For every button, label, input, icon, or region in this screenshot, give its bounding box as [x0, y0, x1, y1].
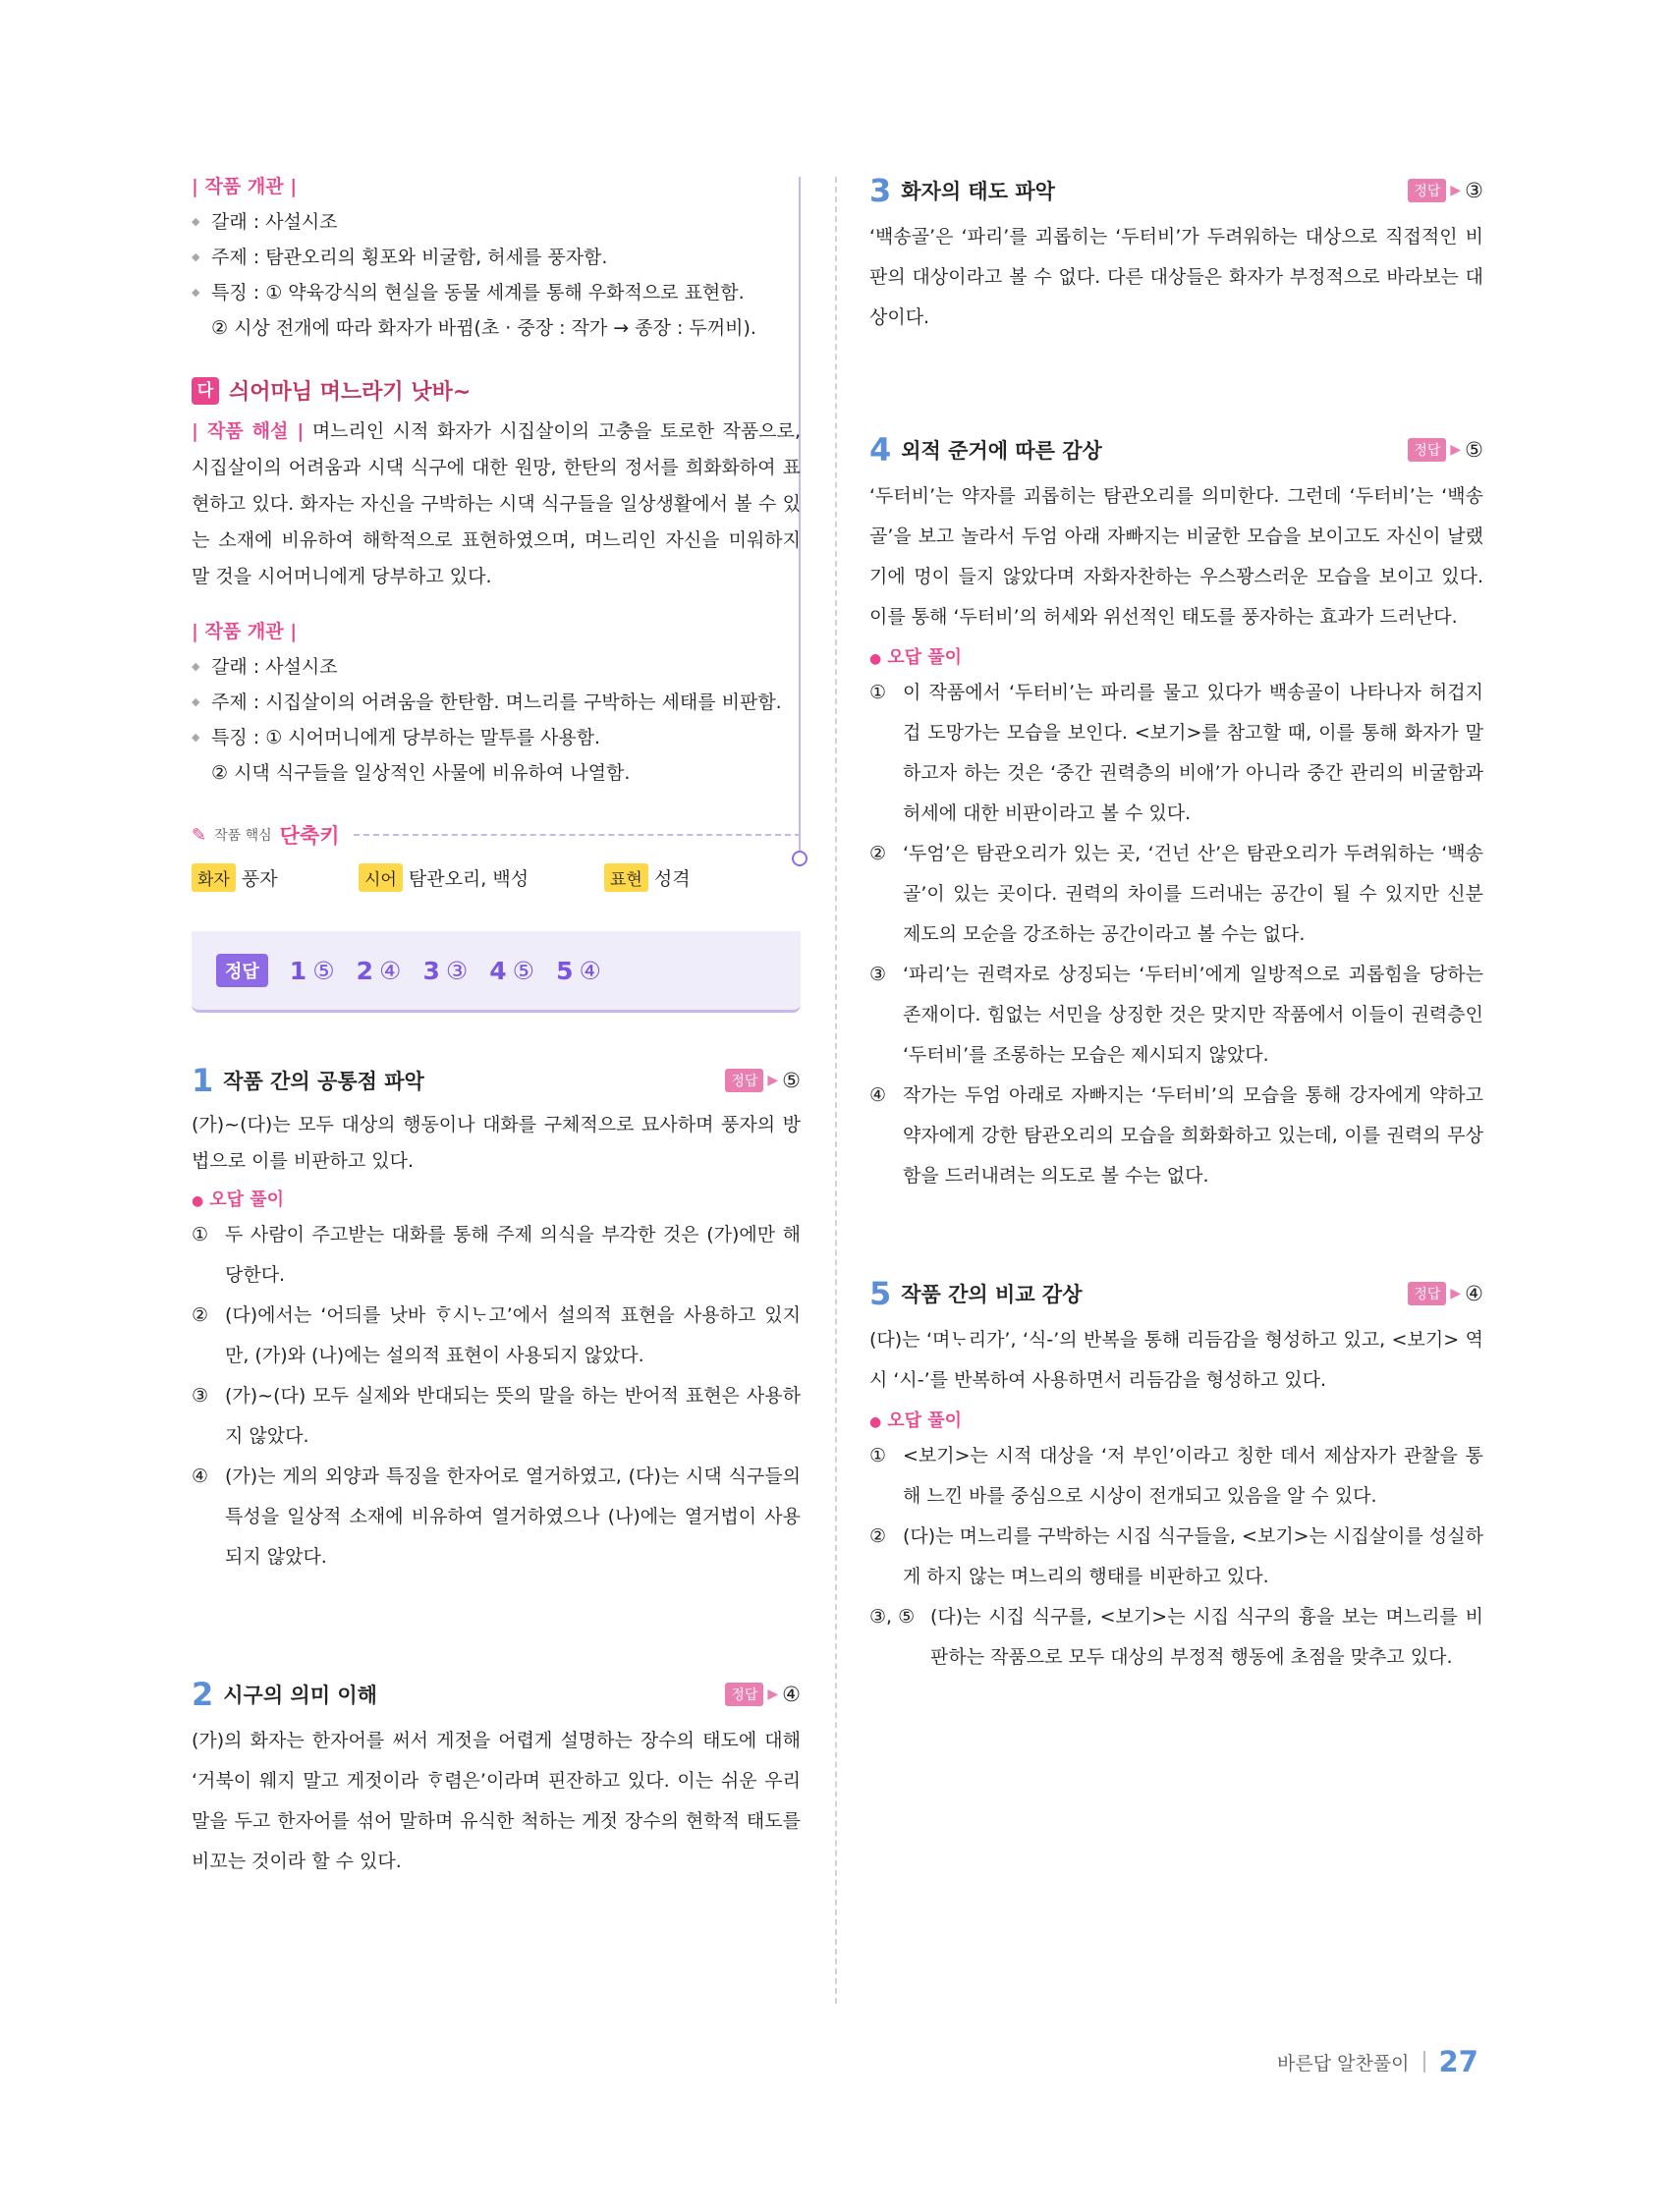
answer-badge: 정답: [725, 1069, 763, 1092]
question-number: 5: [869, 1275, 892, 1312]
wrong-answer-label-text: 오답 풀이: [887, 647, 963, 668]
question-2: [192, 1676, 801, 1882]
left-column: [192, 172, 801, 1882]
question-title: 작품 간의 공통점 파악: [223, 1070, 424, 1093]
section-title: 싀어마님 며느라기 낫바~: [229, 380, 472, 405]
answer-badge: 정답: [1408, 1282, 1446, 1305]
question-answer: [725, 1683, 801, 1706]
answer-num: 2: [356, 956, 374, 985]
item-marker: ①: [869, 682, 887, 703]
answer-num: 4: [489, 956, 507, 985]
broom-icon: ✎: [192, 824, 207, 846]
dash-divider: [354, 834, 802, 836]
question-heading: [869, 172, 1483, 209]
overview-label: | 작품 개관 |: [192, 621, 298, 642]
footer-separator: [1423, 2051, 1425, 2073]
question-title-group: [869, 172, 1055, 209]
answer-key-item: [422, 957, 468, 985]
arrow-icon: ▶: [1450, 442, 1462, 458]
key-points-accent-label: 단축키: [279, 824, 340, 848]
question-explanation: ‘두터비’는 약자를 괴롭히는 탐관오리를 의미한다. 그런데 ‘두터비’는 ‘백송골’을 보고 놀라서 두엄 아래 자빠지는 비굴한 모습을 보이고도 자신이 날랬기에 멍이 들지 않았다며 자화자찬하는 우스꽝스러운 모습을 보이고 있다. 이를 통해 ‘두터비’의 허세와 위선적인 태도를 풍자하는 효과가 드러난다.: [869, 485, 1483, 628]
answer-choice: ③: [1465, 179, 1483, 202]
item-marker: ③: [869, 964, 887, 985]
wrong-answer-list: [869, 673, 1483, 1196]
item-marker: ②: [192, 1304, 209, 1326]
question-explanation: (가)의 화자는 한자어를 써서 게젓을 어렵게 설명하는 장수의 태도에 대해 ‘거북이 웨지 말고 게젓이라 ᄒᆞ렴은’이라며 핀잔하고 있다. 이는 쉬운 우리말을 두고 한자어를 섞어 말하며 유식한 척하는 게젓 장수의 현학적 태도를 비꼬는 것이라 할 수 있다.: [192, 1730, 801, 1872]
key-point-tag: 표현: [604, 863, 648, 892]
overview-label: | 작품 개관 |: [192, 176, 298, 197]
question-number: 1: [192, 1062, 214, 1099]
overview-block-2: [192, 617, 801, 791]
question-heading: [869, 1275, 1483, 1312]
wrong-answer-label: [192, 1186, 801, 1211]
key-points-heading: [192, 820, 801, 850]
key-points-box: [192, 820, 801, 892]
question-1: [192, 1062, 801, 1577]
question-title-group: [869, 1275, 1083, 1312]
item-marker: ②: [869, 843, 887, 864]
answer-key-item: [357, 957, 402, 985]
wrong-answer-item: [869, 673, 1483, 834]
question-explanation: (가)~(다)는 모두 대상의 행동이나 대화를 구체적으로 묘사하며 풍자의 방법으로 이를 비판하고 있다.: [192, 1114, 801, 1172]
question-title-group: [869, 431, 1102, 469]
item-text: ‘파리’는 권력자로 상징되는 ‘두터비’에게 일방적으로 괴롭힘을 당하는 존재이다. 힘없는 서민을 상징한 것은 맞지만 작품에서 이들이 권력층인 ‘두터비’를 조롱하는 모습은 제시되지 않았다.: [903, 964, 1483, 1066]
dot-icon: ●: [192, 1193, 204, 1209]
item-marker: ④: [869, 1084, 887, 1106]
answer-key-item: [290, 957, 335, 985]
footer-label: 바른답 알찬풀이: [1277, 2052, 1410, 2074]
overview-item: ◆ 주제 : 탐관오리의 횡포와 비굴함, 허세를 풍자함.: [192, 240, 801, 275]
answer-key-box: [192, 931, 801, 1013]
overview-item: ◆ 갈래 : 사설시조: [192, 649, 801, 685]
wrong-answer-label: [869, 1407, 1483, 1432]
key-point-value: 풍자: [241, 868, 278, 890]
page-number: 27: [1438, 2045, 1478, 2078]
wrong-answer-label-text: 오답 풀이: [209, 1189, 285, 1210]
wrong-answer-label: [869, 643, 1483, 669]
key-point: [359, 863, 604, 892]
question-answer: [725, 1069, 801, 1092]
key-point: [192, 863, 359, 892]
overview-item: ◆ 특징 : ① 약육강식의 현실을 동물 세계를 통해 우화적으로 표현함.: [192, 275, 801, 310]
answer-choice: ④: [579, 956, 601, 985]
commentary: [192, 414, 801, 595]
question-4: [869, 431, 1483, 1196]
answer-choice: ⑤: [512, 956, 535, 985]
question-title: 화자의 태도 파악: [901, 180, 1055, 203]
item-marker: ④: [192, 1465, 209, 1487]
question-title: 시구의 의미 이해: [223, 1684, 377, 1707]
wrong-answer-item: [869, 955, 1483, 1076]
answer-choice: ④: [1465, 1282, 1483, 1305]
item-text: (다)는 시집 식구를, <보기>는 시집 식구의 흉을 보는 며느리를 비판하는 작품으로 모두 대상의 부정적 행동에 초점을 맞추고 있다.: [930, 1606, 1483, 1668]
question-3: [869, 172, 1483, 338]
dot-icon: ●: [869, 651, 882, 667]
overview-sub: ② 시댁 식구들을 일상적인 사물에 비유하여 나열함.: [211, 762, 631, 784]
overview-item: ◆ 갈래 : 사설시조: [192, 204, 801, 240]
key-point-tag: 시어: [359, 863, 403, 892]
key-point: [604, 863, 691, 892]
overview-list: [192, 649, 801, 755]
right-column: [869, 172, 1483, 1678]
question-number: 2: [192, 1676, 214, 1713]
arrow-icon: ▶: [767, 1073, 779, 1088]
section-badge: 다: [192, 377, 219, 405]
arrow-icon: ▶: [1450, 1286, 1462, 1301]
wrong-answer-item: [869, 1597, 1483, 1678]
item-text: 이 작품에서 ‘두터비’는 파리를 물고 있다가 백송골이 나타나자 허겁지겁 도망가는 모습을 보인다. <보기>를 참고할 때, 이를 통해 화자가 말하고자 하는 것은 ‘중간 권력층의 비애’가 아니라 중간 관리의 비굴함과 허세에 대한 비판이라고 볼 수 있다.: [903, 682, 1483, 824]
key-point-value: 성격: [653, 868, 691, 890]
question-answer: [1408, 438, 1483, 462]
answer-badge: 정답: [1408, 438, 1446, 462]
key-point-tag: 화자: [192, 863, 236, 892]
overview-list: [192, 204, 801, 310]
item-marker: ③, ⑤: [869, 1606, 916, 1628]
arrow-icon: ▶: [1450, 183, 1462, 198]
answer-choice: ⑤: [782, 1069, 801, 1092]
item-text: (가)~(다) 모두 실제와 반대되는 뜻의 말을 하는 반어적 표현은 사용하지 않았다.: [225, 1385, 801, 1447]
key-points-row: [192, 863, 801, 892]
question-number: 3: [869, 172, 892, 209]
wrong-answer-label-text: 오답 풀이: [887, 1410, 963, 1431]
question-explanation: ‘백송골’은 ‘파리’를 괴롭히는 ‘두터비’가 두려워하는 대상으로 직접적인 비판의 대상이라고 볼 수 없다. 다른 대상들은 화자가 부정적으로 바라보는 대상이다.: [869, 226, 1483, 328]
question-number: 4: [869, 431, 892, 469]
wrong-answer-item: [192, 1296, 801, 1376]
wrong-answer-item: [869, 1436, 1483, 1517]
question-answer: [1408, 1282, 1483, 1305]
question-answer: [1408, 179, 1483, 202]
answer-choice: ④: [782, 1683, 801, 1706]
answer-choice: ③: [445, 956, 469, 985]
answer-num: 3: [422, 956, 440, 985]
answer-badge: 정답: [725, 1683, 763, 1706]
item-text: ‘두엄’은 탐관오리가 있는 곳, ‘건넌 산’은 탐관오리가 두려워하는 ‘백송골’이 있는 곳이다. 권력의 차이를 드러내는 공간이 될 수 있지만 신분 제도의 모순을 강조하는 공간이라고 볼 수는 없다.: [903, 843, 1483, 945]
overview-item: ◆ 특징 : ① 시어머니에게 당부하는 말투를 사용함.: [192, 720, 801, 755]
item-marker: ③: [192, 1385, 209, 1407]
arrow-icon: ▶: [767, 1687, 779, 1702]
wrong-answer-item: [869, 1076, 1483, 1196]
key-point-value: 탐관오리, 백성: [408, 868, 529, 890]
answer-choice: ⑤: [1465, 438, 1483, 462]
section-da-heading: [192, 375, 801, 406]
question-explanation: (다)는 ‘며ᄂᆞ리가’, ‘식-’의 반복을 통해 리듬감을 형성하고 있고, <보기> 역시 ‘시-’를 반복하여 사용하면서 리듬감을 형성하고 있다.: [869, 1329, 1483, 1391]
question-title-group: [192, 1676, 377, 1713]
column-divider: [835, 177, 837, 2004]
item-text: 두 사람이 주고받는 대화를 통해 주제 의식을 부각한 것은 (가)에만 해당한다.: [225, 1224, 801, 1286]
item-marker: ①: [192, 1224, 209, 1245]
answer-choice: ⑤: [312, 956, 335, 985]
item-text: (가)는 게의 외양과 특징을 한자어로 열거하였고, (다)는 시댁 식구들의 특성을 일상적 소재에 비유하여 열거하였으나 (나)에는 열거법이 사용되지 않았다.: [225, 1465, 801, 1568]
question-5: [869, 1275, 1483, 1678]
question-title: 외적 준거에 따른 감상: [901, 439, 1102, 463]
wrong-answer-item: [869, 1517, 1483, 1597]
item-text: 작가는 두엄 아래로 자빠지는 ‘두터비’의 모습을 통해 강자에게 약하고 약자에게 강한 탐관오리의 모습을 희화화하고 있는데, 이를 권력의 무상함을 드러내려는 의도로 볼 수는 없다.: [903, 1084, 1483, 1187]
wrong-answer-list: [869, 1436, 1483, 1678]
answer-badge: 정답: [1408, 179, 1446, 202]
key-points-small-label: 작품 핵심: [214, 828, 272, 844]
commentary-text: 며느리인 시적 화자가 시집살이의 고충을 토로한 작품으로, 시집살이의 어려움과 시댁 식구에 대한 원망, 한탄의 정서를 희화화하여 표현하고 있다. 화자는 자신을 구박하는 시댁 식구들을 일상생활에서 볼 수 있는 소재에 비유하여 해학적으로 표현하였으며, 며느리인 자신을 미워하지 말 것을 시어머니에게 당부하고 있다.: [192, 420, 802, 587]
item-text: (다)에서는 ‘어듸를 낫바 ᄒᆞ시ᄂᆞ고’에서 설의적 표현을 사용하고 있지만, (가)와 (나)에는 설의적 표현이 사용되지 않았다.: [225, 1304, 801, 1366]
dot-icon: ●: [869, 1414, 882, 1430]
item-marker: ①: [869, 1445, 887, 1466]
question-title: 작품 간의 비교 감상: [901, 1283, 1083, 1306]
answer-key-badge: 정답: [216, 954, 268, 987]
answer-num: 1: [289, 956, 307, 985]
item-text: (다)는 며느리를 구박하는 시집 식구들을, <보기>는 시집살이를 성실하게 하지 않는 며느리의 행태를 비판하고 있다.: [903, 1525, 1483, 1587]
question-heading: [192, 1062, 801, 1099]
answer-key-item: [556, 957, 601, 985]
question-title-group: [192, 1062, 424, 1099]
wrong-answer-item: [192, 1215, 801, 1296]
wrong-answer-item: [192, 1376, 801, 1457]
answer-key-item: [489, 957, 534, 985]
wrong-answer-item: [192, 1457, 801, 1577]
overview-block-1: [192, 172, 801, 346]
answer-choice: ④: [379, 956, 402, 985]
page-footer: [1277, 2045, 1478, 2078]
wrong-answer-list: [192, 1215, 801, 1577]
commentary-label: | 작품 해설 |: [192, 420, 305, 442]
item-text: <보기>는 시적 대상을 ‘저 부인’이라고 칭한 데서 제삼자가 관찰을 통해 느낀 바를 중심으로 시상이 전개되고 있음을 알 수 있다.: [903, 1445, 1483, 1507]
wrong-answer-item: [869, 834, 1483, 955]
question-heading: [869, 431, 1483, 469]
question-heading: [192, 1676, 801, 1713]
overview-sub: ② 시상 전개에 따라 화자가 바뀜(초 · 중장 : 작가 → 종장 : 두꺼비).: [211, 317, 756, 339]
answer-num: 5: [556, 956, 574, 985]
overview-item: ◆ 주제 : 시집살이의 어려움을 한탄함. 며느리를 구박하는 세태를 비판함.: [192, 685, 801, 720]
item-marker: ②: [869, 1525, 887, 1547]
